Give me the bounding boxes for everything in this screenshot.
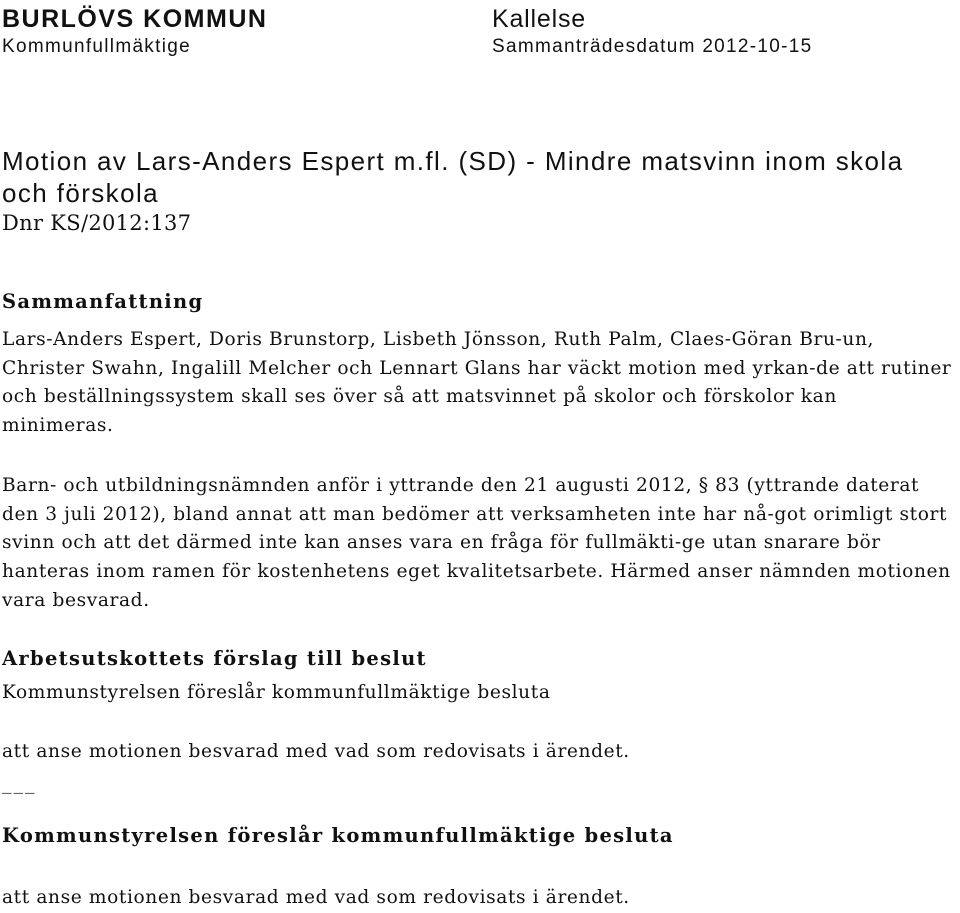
working-committee-heading: Arbetsutskottets förslag till beslut <box>2 647 427 670</box>
document-type: Kallelse <box>492 5 586 33</box>
section-separator: ___ <box>2 772 37 794</box>
board-decision: att anse motionen besvarad med vad som redovisats i ärendet. <box>2 887 630 908</box>
organization-name: BURLÖVS KOMMUN <box>2 5 268 33</box>
registration-number: Dnr KS/2012:137 <box>2 211 192 235</box>
document-header-right <box>492 4 813 60</box>
meeting-date: Sammanträdesdatum 2012-10-15 <box>492 36 813 57</box>
governing-body: Kommunfullmäktige <box>2 36 191 57</box>
working-committee-decision: att anse motionen besvarad med vad som redovisats i ärendet. <box>2 741 630 762</box>
summary-heading: Sammanfattning <box>2 290 204 313</box>
summary-paragraph-1: Lars-Anders Espert, Doris Brunstorp, Lisbeth Jönsson, Ruth Palm, Claes-Göran Bru-un, Christer Swahn, Ingalill Melcher och Lennart Glans har väckt motion med yrkan-de att rutiner och beställningssystem skall ses över så att matsvinnet på skolor och förskolor kan minimeras. <box>2 329 952 437</box>
board-heading: Kommunstyrelsen föreslår kommunfullmäktige besluta <box>2 824 674 847</box>
summary-paragraph-2: Barn- och utbildningsnämnden anför i yttrande den 21 augusti 2012, § 83 (yttrande daterat den 3 juli 2012), bland annat att man bedömer att verksamheten inte har nå-got orimligt stort svinn och att det därmed inte kan anses vara en fråga för fullmäkti-ge utan snarare bör hanteras inom ramen för kostenhetens eget kvalitetsarbete. Härmed anser nämnden motionen vara besvarad. <box>2 475 951 611</box>
item-title: Motion av Lars-Anders Espert m.fl. (SD) - Mindre matsvinn inom skola och förskola <box>2 146 904 208</box>
document-header-left <box>2 4 267 60</box>
working-committee-proposal: Kommunstyrelsen föreslår kommunfullmäktige besluta <box>2 682 551 703</box>
